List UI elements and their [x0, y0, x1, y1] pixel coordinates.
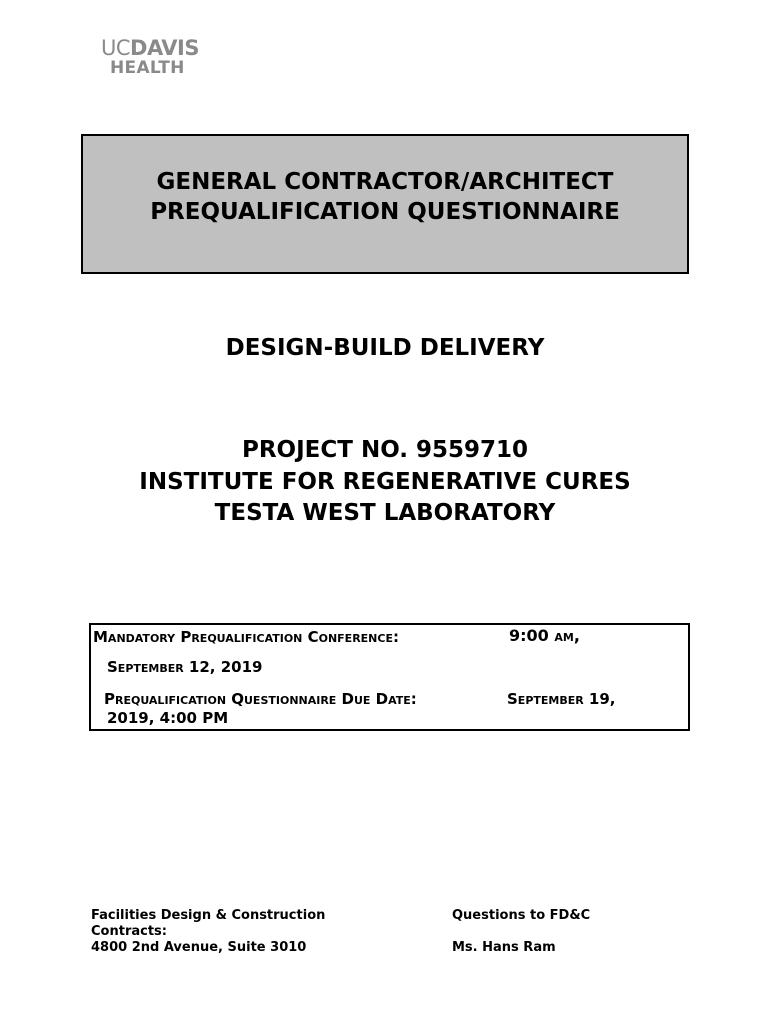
project-institute-heading: INSTITUTE FOR REGENERATIVE CURES	[139, 469, 631, 495]
conference-label: Mandatory Prequalification Conference:	[93, 628, 399, 646]
conference-date: September 12, 2019	[107, 658, 263, 676]
due-date-year-time: 2019, 4:00 PM	[107, 709, 229, 727]
delivery-method-heading: DESIGN-BUILD DELIVERY	[225, 335, 545, 361]
footer-department: Facilities Design & Construction	[91, 908, 326, 923]
due-date-label: Prequalification Questionnaire Due Date:	[104, 690, 417, 708]
due-date-value: September 19,	[507, 690, 616, 708]
footer-contact-name: Ms. Hans Ram	[452, 940, 556, 955]
document-title-line2: PREQUALIFICATION QUESTIONNAIRE	[150, 199, 620, 225]
footer-questions-label: Questions to FD&C	[452, 908, 591, 923]
logo-health-text: HEALTH	[110, 58, 185, 78]
footer-contracts-label: Contracts:	[91, 924, 167, 939]
document-title-box	[81, 134, 689, 274]
schedule-info-box	[89, 623, 690, 731]
logo-davis-text: DAVIS	[130, 36, 199, 60]
uc-davis-health-logo	[101, 38, 211, 77]
logo-wordmark	[101, 38, 211, 59]
document-title-line1: GENERAL CONTRACTOR/ARCHITECT	[156, 169, 614, 195]
project-laboratory-heading: TESTA WEST LABORATORY	[214, 500, 556, 526]
conference-time: 9:00 am,	[509, 626, 580, 645]
logo-uc-text: UC	[101, 36, 131, 60]
project-number-heading: PROJECT NO. 9559710	[241, 437, 529, 463]
footer-address: 4800 2nd Avenue, Suite 3010	[91, 940, 307, 955]
